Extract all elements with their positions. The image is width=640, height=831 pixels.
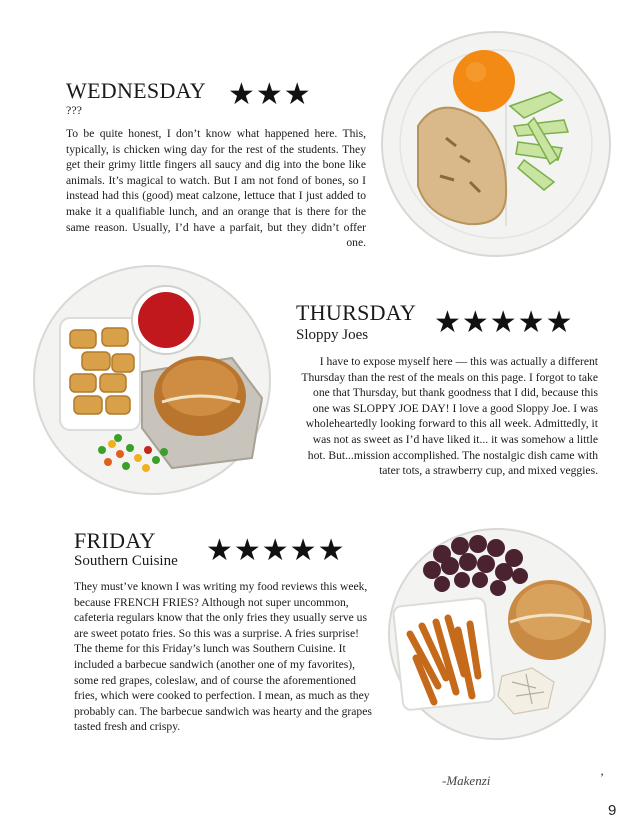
- page-number: 9: [608, 802, 617, 819]
- wednesday-rating: [228, 78, 312, 111]
- thursday-subtitle: Sloppy Joes: [296, 327, 369, 343]
- friday-plate-photo: [386, 526, 608, 742]
- friday-rating: ★★★★★: [206, 534, 346, 567]
- thursday-title: THURSDAY: [296, 300, 417, 325]
- thursday-rating: ★★★★★: [434, 306, 574, 339]
- friday-title: FRIDAY: [74, 528, 156, 553]
- thursday-plate-photo: [30, 262, 274, 498]
- orange: [453, 50, 515, 112]
- friday-review: They must’ve known I was writing my food reviews this week, because FRENCH FRIES? Although not super uncommon, cafeteria regulars know that the only fries they usually serve us are sweet potato fries. So this was a surprise. A fries surprise! The theme for this Friday’s lunch was Southern Cuisine. It included a barbecue sandwich (another one of my favorites), some red grapes, coleslaw, and of course the aforementioned fries, which were cooked to perfection. I mean, as much as they probably can. The barbecue sandwich was hearty and the grapes tasted fresh and crispy.: [74, 580, 372, 734]
- strawberry-cup: [138, 292, 194, 348]
- wednesday-plate-photo: [378, 26, 614, 262]
- author-signature: -Makenzi: [442, 773, 491, 788]
- apostrophe-mark: ’: [600, 770, 604, 784]
- friday-subtitle: Southern Cuisine: [74, 553, 178, 569]
- wednesday-title: WEDNESDAY: [66, 78, 206, 103]
- wednesday-review: To be quite honest, I don’t know what happened here. This, typically, is chicken wing day for the rest of the students. They get their grimy little fingers all saucy and dig into the bone like animals. It’s magical to watch. But I am not fond of bones, so I instead had this (good) meat calzone, lettuce that I just added to make it a qualifiable lunch, and an orange that is there for the same reason. Usually, I’d have a parfait, but they didn’t offer one.: [66, 127, 366, 250]
- wednesday-stars-full: ★★: [228, 78, 284, 111]
- half-star-icon: ★: [283, 78, 312, 111]
- thursday-review: I have to expose myself here — this was actually a different Thursday than the rest of the meals on this page. I forgot to take one that Thursday, but thank goodness that I did, because this one was SLOPPY JOE DAY! I love a good Sloppy Joe. I was wholeheartedly looking forward to this all week. Admittedly, it was not as sweet as I’d have liked it... it was somehow a little hot. But...mission accomplished. The nostalgic dish came with tater tots, a strawberry cup, and mixed veggies.: [301, 355, 598, 478]
- wednesday-subtitle: ???: [66, 103, 82, 117]
